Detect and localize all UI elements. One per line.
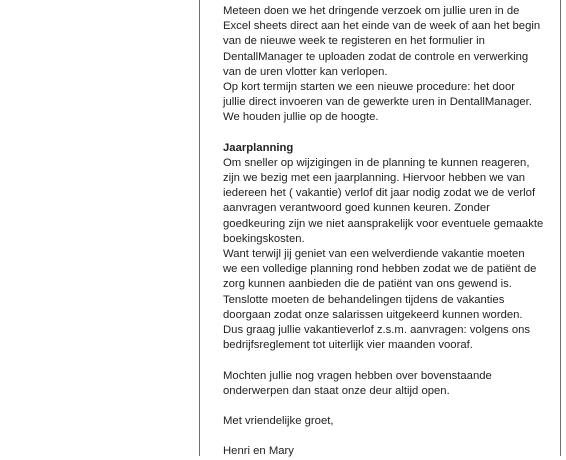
text-line: Meteen doen we het dringende verzoek om jullie uren in de (223, 5, 520, 17)
text-line: bedrijfsreglement tot uiterlijk vier maanden vooraf. (223, 339, 473, 352)
text-line: DentallManager te uploaden zodat de controle en verwerking (223, 50, 529, 63)
section-heading-jaarplanning: Jaarplanning (223, 141, 294, 154)
text-line: Om sneller op wijzigingen in de planning te kunnen reageren, (223, 156, 530, 169)
text-line: zijn we bezig met een jaarplanning. Hiervoor hebben we van (223, 172, 526, 185)
text-line: jullie direct invoeren van de gewerkte uren in DentallManager. (223, 96, 532, 109)
text-line: zorg kunnen aanbieden die de patiënt van ons gewend is. (223, 278, 512, 291)
document-page (199, 0, 561, 456)
text-line: doorgaan zodat onze salarissen uitgekeerd kunnen worden. (223, 308, 523, 321)
text-line: boekingskosten. (223, 232, 305, 245)
closing-greeting: Met vriendelijke groet, (223, 415, 334, 428)
blank-line (223, 429, 559, 444)
document-body (223, 4, 559, 460)
text-line: We houden jullie op de hoogte. (223, 111, 379, 124)
text-line: Dus graag jullie vakantieverlof z.s.m. aanvragen: volgens ons (223, 323, 531, 336)
signature: Henri en Mary (223, 445, 294, 458)
text-line: Mochten jullie nog vragen hebben over bovenstaande (223, 369, 492, 382)
text-line: Want terwijl jij geniet van een welverdiende vakantie moeten (223, 248, 525, 260)
text-line: Op kort termijn starten we een nieuwe procedure: het door (223, 80, 515, 93)
text-line: goedkeuring zijn we niet aansprakelijk voor eventuele gemaakte (223, 217, 544, 230)
blank-line (223, 126, 559, 141)
text-line: onderwerpen dan staat onze deur altijd open. (223, 384, 450, 397)
paragraph-hours (223, 4, 559, 126)
text-line: van de nieuwe week te registeren en het formulier in (223, 35, 485, 48)
text-line: iedereen het ( vakantie) verlof dit jaar nodig zodat we de verlof (223, 187, 536, 200)
paragraph-questions (223, 369, 559, 399)
text-line: Excel sheets direct aan het einde van de week of aan het begin (223, 20, 541, 33)
text-line: aanvragen verantwoord goed kunnen keuren. Zonder (223, 202, 490, 215)
text-line: van de uren vlotter kan verlopen. (223, 65, 388, 78)
blank-line (223, 399, 559, 414)
blank-line (223, 353, 559, 368)
text-line: Tenslotte moeten de behandelingen tijdens de vakanties (223, 293, 505, 306)
paragraph-jaarplanning (223, 156, 559, 353)
text-line: we een volledige planning rond hebben zodat we de patiënt de (223, 263, 537, 276)
